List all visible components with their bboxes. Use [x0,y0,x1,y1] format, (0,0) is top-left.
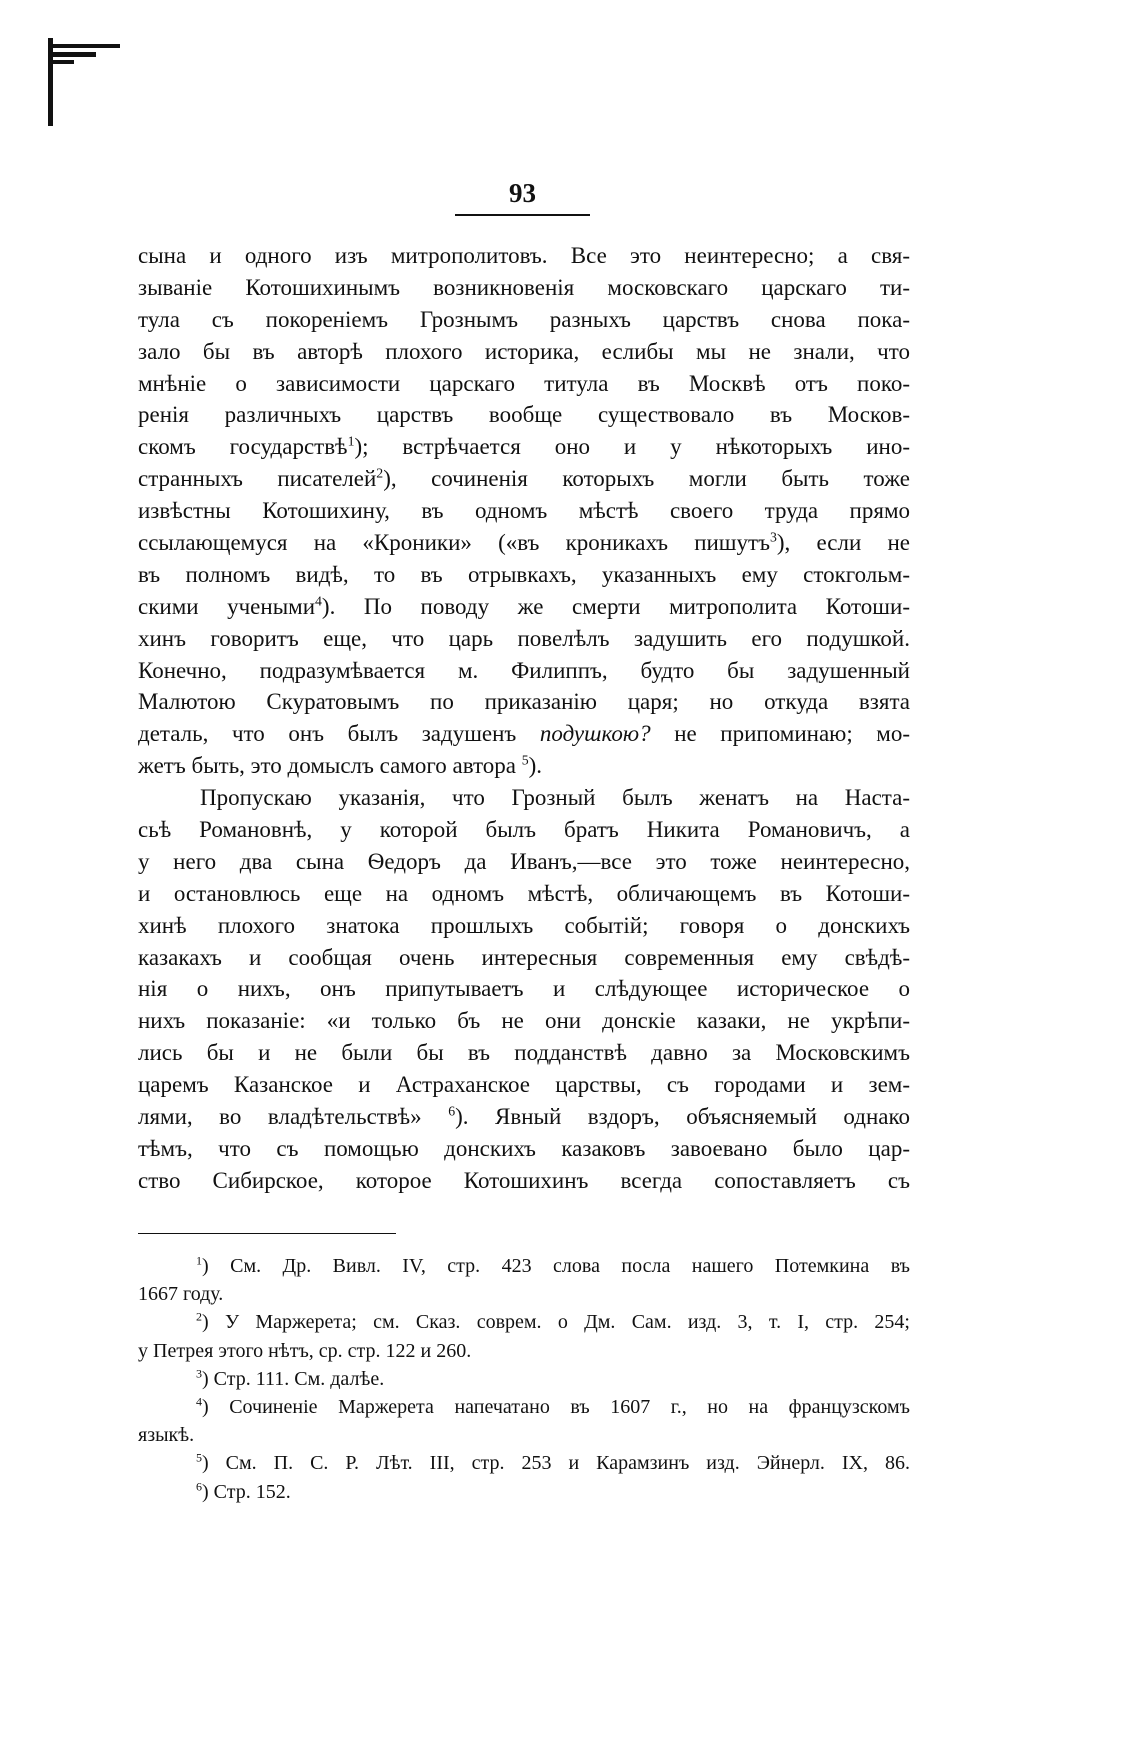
text-line: тула съ покореніемъ Грознымъ разныхъ царствъ снова пока- [138,306,910,332]
footnote-mark: 3 [196,1366,202,1381]
footnote-text: У Маржерета; см. Сказ. соврем. о Дм. Сам. изд. 3, т. I, стр. 254; [224,1311,910,1334]
footnote-line: языкѣ. [138,1424,195,1447]
text-line: хинъ говоритъ еще, что царь повелѣлъ задушить его подушкой. [138,625,910,651]
footnote-ref: 3 [769,529,777,545]
footnote-text: См. П. С. Р. Лѣт. III, стр. 253 и Карамзинъ изд. Эйнерл. IX, 86. [225,1452,910,1475]
text-line: зываніе Котошихинымъ возникновенія московскаго царскаго ти- [138,274,910,300]
footnotes [138,1252,910,1506]
text-run: ), если не [776,530,910,556]
text-line [138,463,910,495]
text-line [138,591,910,623]
footnote-ref: 2 [376,465,384,481]
footnote-ref: 1 [347,433,355,449]
text-run: жетъ быть, это домыслъ самого автора [138,753,516,779]
text-run: ссылающемуся на «Кроники» («въ кроникахъ пишутъ [138,530,770,556]
footnote-rule [138,1233,396,1234]
footnote-mark: 4 [196,1394,202,1409]
footnote-ref: 6 [448,1103,456,1119]
text-line: Малютою Скуратовымъ по приказанію царя; но откуда взята [138,689,910,715]
page-number-rule [455,214,590,216]
text-run: ). Явный вздоръ, объясняемый однако [455,1104,910,1130]
footnote-line: $^2$) У Маржерета; см. Сказ. соврем. о Дм. Сам. изд. 3, т. I, стр. 254; [196,1309,910,1334]
text-line: казакахъ и сообщая очень интересныя современныя ему свѣдѣ- [138,944,910,970]
footnote-line: у Петрея этого нѣтъ, ср. стр. 122 и 260. [138,1339,472,1362]
text-run: ); встрѣчается оно и у нѣкоторыхъ ино- [354,434,910,460]
footnote-line: $^5$) См. П. С. Р. Лѣт. III, стр. 253 и Карамзинъ изд. Эйнерл. IX, 86. [196,1450,910,1475]
text-run: деталь, что онъ былъ задушенъ [138,721,517,747]
footnote-mark: 6 [196,1478,202,1493]
footnote-mark: 2 [196,1309,202,1324]
footnote-line: $^1$) См. Др. Вивл. IV, стр. 423 слова посла нашего Потемкина въ [196,1253,910,1277]
text-line [138,527,910,559]
text-line: извѣстны Котошихину, въ одномъ мѣстѣ своего труда прямо [138,498,910,524]
text-run: лями, во владѣтельствѣ» [138,1104,422,1130]
text-run: не припоминаю; мо- [674,721,911,747]
text-line: тѣмъ, что съ помощью донскихъ казаковъ завоевано было цар- [138,1135,910,1161]
footnote-line: $^4$) Сочиненіе Маржерета напечатано въ 1607 г., но на французскомъ [196,1394,910,1418]
text-line: у него два сына Ѳедоръ да Иванъ,—все это тоже неинтересно, [138,848,910,874]
text-line: мнѣніе о зависимости царскаго титула въ Москвѣ отъ поко- [138,370,910,396]
footnote-text: Стр. 111. См. далѣе. [213,1367,385,1390]
text-line: лись бы и не были бы въ подданствѣ давно за Московскимъ [138,1040,910,1066]
footnote-text: Стр. 152. [213,1480,291,1503]
footnote-mark: 5 [196,1450,202,1465]
text-run: скомъ государствѣ [138,434,348,460]
text-run: ), сочиненія которыхъ могли быть тоже [383,466,911,492]
main-text [138,240,910,1197]
text-line [138,750,910,782]
text-line: сьѣ Романовнѣ, у которой былъ братъ Никита Романовичъ, а [138,817,910,843]
text-line: царемъ Казанское и Астраханское царствы, съ городами и зем- [138,1072,910,1098]
text-run: ). [528,753,543,779]
scan-artifact [48,60,74,64]
text-line: нія о нихъ, онъ припутываетъ и слѣдующее историческое о [138,976,910,1002]
text-line: зало бы въ авторѣ плохого историка, еслибы мы не знали, что [138,338,910,364]
text-run: странныхъ писателей [138,466,377,492]
text-line: и остановлюсь еще на одномъ мѣстѣ, обличающемъ въ Котоши- [138,880,910,906]
text-line [138,1101,910,1133]
text-line: Конечно, подразумѣвается м. Филиппъ, будто бы задушенный [138,657,910,683]
footnote-text: См. Др. Вивл. IV, стр. 423 слова посла нашего Потемкина въ [230,1255,910,1277]
text-line [138,431,910,463]
footnote-line: 1667 году. [138,1283,224,1306]
text-run: скими учеными [138,593,316,619]
text-line: ство Сибирское, которое Котошихинъ всегда сопоставляетъ съ [138,1167,910,1193]
footnote-text: Сочиненіе Маржерета напечатано въ 1607 г., но на французскомъ [229,1395,910,1418]
footnote-line: $^6$) Стр. 152. [196,1478,291,1503]
text-line: нихъ показаніе: «и только бъ не они донскіе казаки, не укрѣпи- [138,1008,910,1034]
text-line: ренія различныхъ царствъ вообще существовало въ Москов- [138,402,910,428]
footnote-ref: 5 [521,752,529,768]
text-run: ). По поводу же смерти митрополита Котоши- [321,593,910,619]
scan-artifact [48,44,120,48]
italic-word: подушкою? [539,721,651,747]
text-line: въ полномъ видѣ, то въ отрывкахъ, указанныхъ ему стокгольм- [138,561,910,587]
page-number: 93 [509,178,536,208]
text-line: хинѣ плохого знатока прошлыхъ событій; говоря о донскихъ [138,912,910,938]
text-line: Пропускаю указанія, что Грозный былъ женатъ на Наста- [200,785,910,811]
footnote-mark: 1 [196,1253,202,1268]
footnote-line: $^3$) Стр. 111. См. далѣе. [196,1366,385,1390]
footnote-ref: 4 [315,593,322,609]
text-line: сына и одного изъ митрополитовъ. Все это неинтересно; а свя- [138,243,910,268]
text-line [138,718,910,750]
scan-artifact [48,52,96,57]
